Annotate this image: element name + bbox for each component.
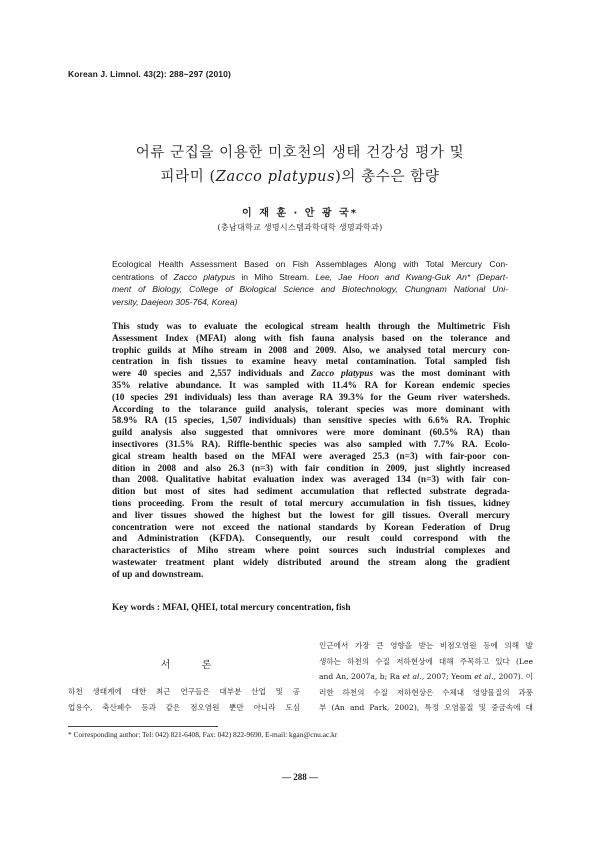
abstract-line: characteristics of Miho stream where point sources such industrial complexes and: [112, 546, 510, 557]
abstract-species-name: Zacco platypus: [310, 369, 374, 380]
abstract-line: centration in fish tissues to examine heavy metal contamination. Total sampled fish: [112, 357, 510, 368]
abstract-line: concentration were not exceed the national standards by Korean Federation of Drug: [112, 522, 510, 533]
abstract-line: tions proceeding. From the result of total mercury accumulation in fish tissues, kidney: [112, 498, 510, 509]
english-title-line: Ecological Health Assessment Based on Fish Assemblages Along with Total Mercury Con-: [112, 259, 508, 269]
abstract-line: of up and downstream.: [112, 569, 204, 580]
footnote-divider: [68, 726, 218, 727]
abstract: [112, 322, 510, 582]
abstract-line: dition in 2008 and also 26.3 (n=3) with fair condition in 2009, just slightly increased: [112, 463, 510, 474]
keywords: Key words : MFAI, QHEI, total mercury concentration, fish: [112, 603, 351, 613]
abstract-line: and liver tissues showed the highest but the lowest for gill tissues. Overall mercury: [112, 510, 510, 521]
journal-citation: Korean J. Limnol. 43(2): 288~297 (2010): [68, 69, 231, 79]
body-column-left: [68, 684, 300, 715]
abstract-line: Assessment Index (MFAI) along with fish fauna analysis based on the tolerance and: [112, 333, 510, 344]
corresponding-author-footnote: * Corresponding author: Tel: 042) 821-6408, Fax: 042) 822-9690, E-mail: kgan@cnu.ac.kr: [68, 730, 338, 739]
authors: 이 재 훈 · 안 광 국*: [242, 208, 358, 219]
title-species-name: Zacco platypus: [215, 169, 336, 185]
english-affiliation-line: versity, Daejeon 305-764, Korea): [112, 297, 238, 308]
body-line: and An, 2007a, b; Ra et al., 2007; Yeom et al., 2007). 이: [319, 672, 533, 681]
abstract-line: 58.9% RA (15 species, 1,507 individuals) than sensitive species with 6.6% RA. Trophic: [112, 416, 510, 427]
english-title-block: [112, 258, 508, 309]
abstract-line: wastewater treatment plant widely distributed around the stream along the gradient: [112, 557, 510, 568]
abstract-line: According to the tolarance guild analysis, tolerant species was more dominant with: [112, 404, 510, 415]
abstract-line: gical stream health based on the MFAI were averaged 25.3 (n=3) with fair-poor con-: [112, 451, 510, 462]
body-line: 러한 하천의 수질 저하현상은 수체내 영양물질의 과풍: [319, 687, 533, 697]
abstract-line: This study was to evaluate the ecological stream health through the Multimetric Fish: [112, 322, 510, 332]
abstract-line: (10 species 291 individuals) less than average RA 39.3% for the Geum river watersheds.: [112, 392, 510, 403]
abstract-line: dition but most of sites had sediment accumulation that reflected substrate degrada-: [112, 487, 510, 498]
abstract-line: insectivores (31.5% RA). Riffle-benthic species was also sampled with 7.7% RA. Ecolo-: [112, 439, 510, 450]
affiliation: (충남대학교 생명시스템과학대학 생명과학과): [217, 223, 383, 232]
body-line: 인근에서 가장 큰 영향을 받는 비점오염원 등에 의해 발: [319, 641, 533, 650]
body-line: 하천 생태계에 대한 최근 연구들은 대부분 산업 및 공: [68, 687, 300, 696]
title-line-1: 어류 군집을 이용한 미호천의 생태 건강성 평가 및: [135, 145, 465, 161]
body-line: 부 (An and Park, 2002), 특정 오염물질 및 중금속에 대: [319, 703, 533, 712]
english-title-line: centrations of Zacco platypus in Miho Stream. Lee, Jae Hoon and Kwang-Guk An* (Depart-: [112, 271, 508, 282]
title-line-2: 피라미 (Zacco platypus)의 총수은 함량: [160, 169, 440, 185]
body-line: 업용수, 축산폐수 등과 같은 점오염원 뿐만 아니라 도심: [68, 702, 300, 712]
english-affiliation-line: ment of Biology, College of Biological Science and Biotechnology, Chungnam National Uni-: [112, 284, 508, 295]
abstract-line: 35% relative abundance. It was sampled with 11.4% RA for Korean endemic species: [112, 380, 510, 391]
abstract-line: and Administration (KFDA). Consequently, our result could correspond with the: [112, 534, 510, 545]
abstract-line: guild analysis also suggested that omnivores were more dominant (60.5% RA) than: [112, 428, 510, 439]
body-column-right: [319, 638, 533, 716]
body-line: 생하는 하천의 수질 저하현상에 대해 주목하고 있다 (Lee: [319, 656, 533, 666]
abstract-line: were 40 species and 2,557 individuals and Zacco platypus was the most dominant with: [112, 369, 511, 380]
page-number: — 288 —: [282, 772, 318, 782]
section-heading-introduction: 서 론: [160, 660, 226, 671]
abstract-line: than 2008. Qualitative habitat evaluation index was averaged 134 (n=3) with fair con-: [112, 475, 510, 486]
page-title: [60, 141, 540, 189]
abstract-line: trophic guilds at Miho stream in 2008 and 2009. Also, we analysed total mercury con-: [112, 345, 510, 356]
